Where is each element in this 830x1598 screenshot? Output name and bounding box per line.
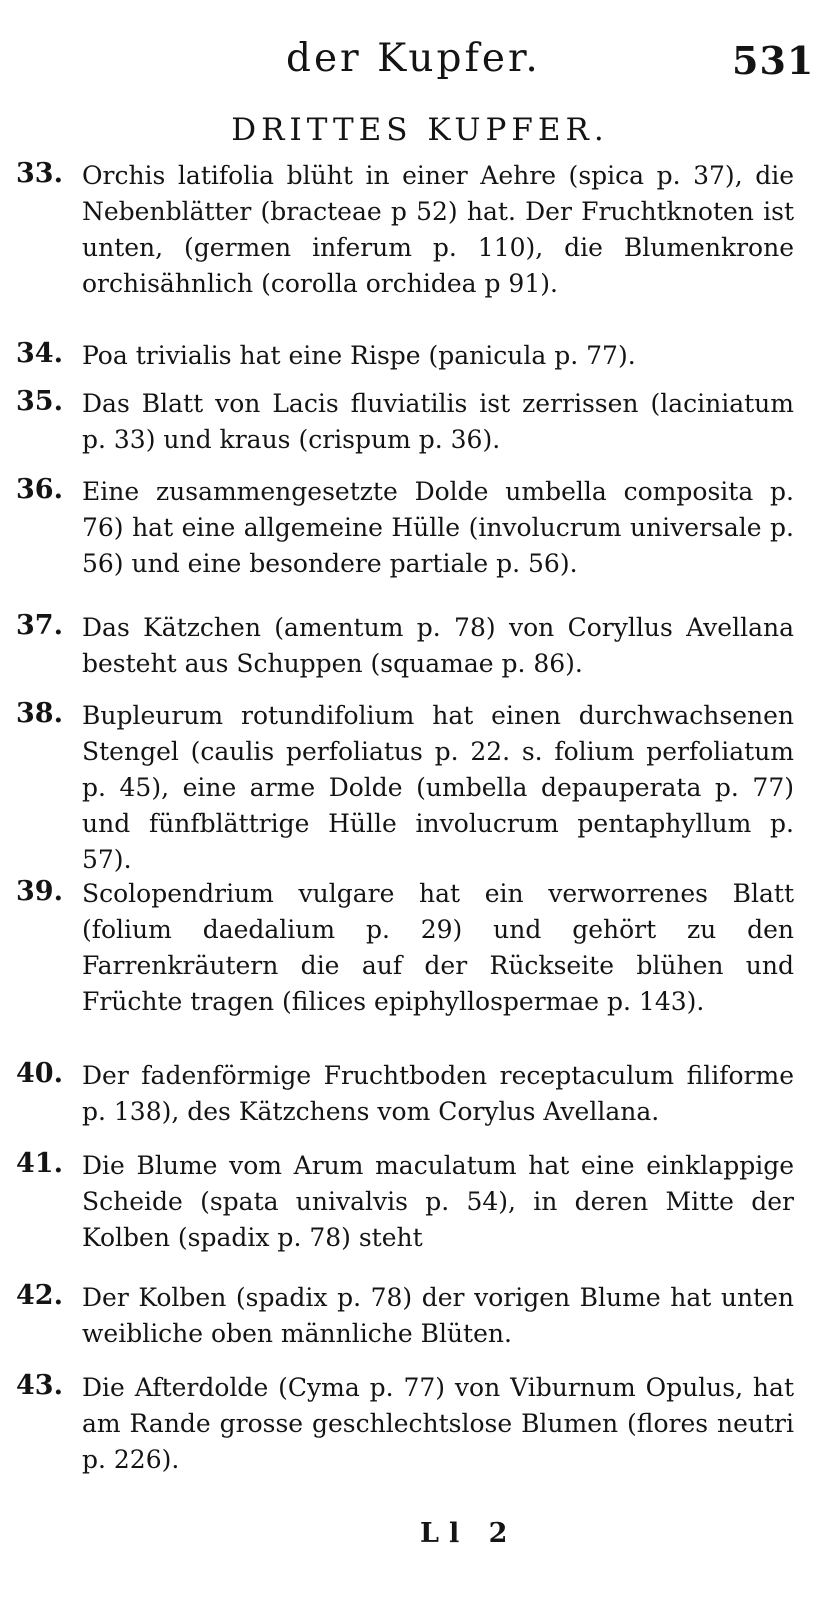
running-title: der Kupfer. [286, 36, 541, 81]
entry-number: 36. [16, 474, 63, 505]
page-number: 531 [732, 38, 815, 83]
entry-text: Die Afterdolde (Cyma p. 77) von Viburnum Opulus, hat am Rande grosse geschlechtslose Blumen (flores neutri p. 226). [82, 1373, 794, 1474]
entry-number: 40. [16, 1058, 63, 1089]
entry-text: Das Kätzchen (amentum p. 78) von Coryllus Avellana besteht aus Schuppen (squamae p. 86). [82, 613, 794, 678]
entry-number: 37. [16, 610, 63, 641]
entry-number: 39. [16, 876, 63, 907]
entry-text: Bupleurum rotundifolium hat einen durchwachsenen Stengel (caulis perfoliatus p. 22. s. folium perfoliatum p. 45), eine arme Dolde (umbella depauperata p. 77) und fünfblättrige Hülle involucrum pentaphyllum p. 57). [82, 701, 794, 874]
entry-text: Orchis latifolia blüht in einer Aehre (spica p. 37), die Nebenblätter (bracteae p 52) hat. Der Fruchtknoten ist unten, (germen inferum p. 110), die Blumenkrone orchisähnlich (corolla orchidea p 91). [82, 161, 794, 298]
entry-text: Der fadenförmige Fruchtboden receptaculum filiforme p. 138), des Kätzchens vom Corylus Avellana. [82, 1061, 794, 1126]
entry-text: Der Kolben (spadix p. 78) der vorigen Blume hat unten weibliche oben männliche Blüten. [82, 1283, 794, 1348]
entry-number: 41. [16, 1148, 63, 1179]
entry-number: 33. [16, 158, 63, 189]
section-heading: DRITTES KUPFER. [231, 112, 609, 148]
entry-number: 35. [16, 386, 63, 417]
running-head [0, 30, 830, 90]
entry-number: 38. [16, 698, 63, 729]
entry-number: 34. [16, 338, 63, 369]
printer-signature-mark: Ll 2 [420, 1518, 518, 1549]
entry-number: 43. [16, 1370, 63, 1401]
entry-text: Das Blatt von Lacis fluviatilis ist zerrissen (laciniatum p. 33) und kraus (crispum p. 36). [82, 389, 794, 454]
entry-text: Poa trivialis hat eine Rispe (panicula p. 77). [82, 341, 636, 370]
entry-text: Eine zusammengesetzte Dolde umbella composita p. 76) hat eine allgemeine Hülle (involucrum universale p. 56) und eine besondere partiale p. 56). [82, 477, 794, 578]
entry-number: 42. [16, 1280, 63, 1311]
entry-text: Scolopendrium vulgare hat ein verworrenes Blatt (folium daedalium p. 29) und gehört zu den Farrenkräutern die auf der Rückseite blühen und Früchte tragen (filices epiphyllospermae p. 143). [82, 879, 794, 1016]
entry-text: Die Blume vom Arum maculatum hat eine einklappige Scheide (spata univalvis p. 54), in deren Mitte der Kolben (spadix p. 78) steht [82, 1151, 794, 1252]
